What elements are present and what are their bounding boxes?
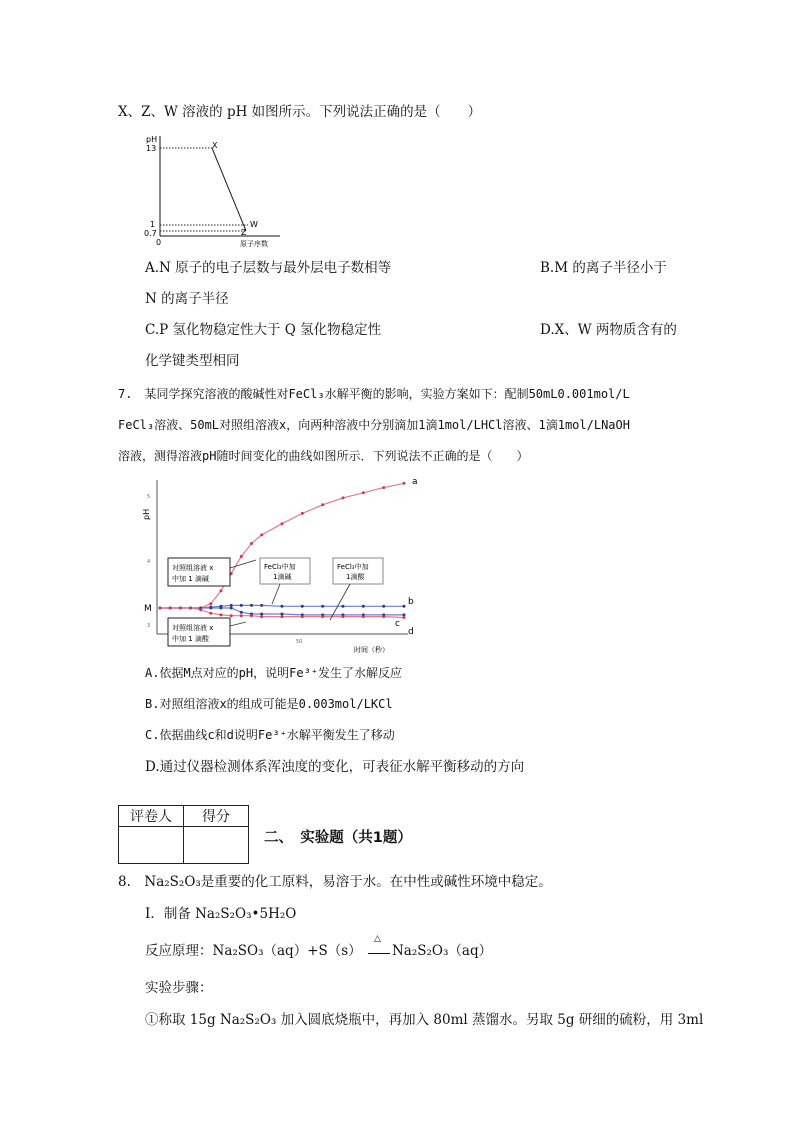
q7-point-b <box>321 605 324 608</box>
q7-point-d <box>199 608 202 611</box>
svg-text:FeCl₃中加: FeCl₃中加 <box>264 563 296 571</box>
q7-point-b <box>281 605 284 608</box>
q7-point-d <box>403 616 406 619</box>
q6-label-x: X <box>212 141 218 150</box>
q7-point-b <box>342 605 345 608</box>
q6-label-z: Z <box>241 228 247 237</box>
q6-stem: X、Z、W 溶液的 pH 如图所示。下列说法正确的是（ ） <box>118 104 482 120</box>
q6-label-w: W <box>250 220 258 229</box>
q7-x-label: 时间（秒） <box>354 646 389 654</box>
q6-tick-1: 1 <box>150 220 156 229</box>
q8-principle-label: 反应原理： <box>145 943 213 959</box>
section-2-heading: 二、 实验题（共1题） <box>264 830 412 846</box>
svg-text:中加 1 滴碱: 中加 1 滴碱 <box>172 575 209 583</box>
q6-option-d[interactable]: D.X、W 两物质含有的 <box>540 322 677 338</box>
q6-tick-13: 13 <box>146 144 157 153</box>
q7-point-a <box>260 533 263 536</box>
q7-point-d <box>220 613 223 616</box>
q6-x-label: 原子序数 <box>240 240 268 248</box>
q6-option-b[interactable]: B.M 的离子半径小于 <box>540 260 667 276</box>
q7-point-d <box>382 615 385 618</box>
q7-y-label: pH <box>142 508 151 520</box>
q7-point-d <box>189 607 192 610</box>
q6-tick-07: 0.7 <box>144 229 157 238</box>
q6-ph-graph <box>140 132 290 250</box>
q7-point-d <box>169 607 172 610</box>
q7-point-d <box>179 607 182 610</box>
q7-point-a <box>220 589 223 592</box>
q7-curve-label-b: b <box>408 597 414 607</box>
q7-curve-label-a: a <box>412 477 418 487</box>
q7-point-b <box>403 605 406 608</box>
q7-point-d <box>159 607 162 610</box>
svg-text:对照组溶液 x: 对照组溶液 x <box>172 564 214 572</box>
svg-text:1滴酸: 1滴酸 <box>346 573 365 581</box>
q7-point-d <box>209 612 212 615</box>
q7-box-x-base <box>168 558 256 586</box>
q6-x-slope <box>212 148 246 231</box>
q7-point-b <box>240 604 243 607</box>
q7-box-fe-base <box>260 558 310 604</box>
grade-col-score: 得分 <box>184 806 249 827</box>
q7-option-a[interactable]: A.依据M点对应的pH，说明Fe³⁺发生了水解反应 <box>145 666 403 680</box>
q6-option-b-cont: N 的离子半径 <box>145 291 229 307</box>
q7-point-a <box>250 542 253 545</box>
q7-point-a <box>240 555 243 558</box>
q7-point-d <box>260 615 263 618</box>
q7-curve-a <box>160 483 404 608</box>
q7-point-d <box>240 614 243 617</box>
q7-y-tick-3: 3 <box>147 623 151 629</box>
q7-point-a <box>209 602 212 605</box>
q7-point-d <box>250 614 253 617</box>
q8-intro: 8. Na₂S₂O₃是重要的化工原料，易溶于水。在中性或碱性环境中稳定。 <box>118 874 552 890</box>
q7-point-c <box>403 613 406 616</box>
q7-stem-line2: FeCl₃溶液、50mL对照组溶液x，向两种溶液中分别滴加1滴1mol/LHCl溶液、1滴1mol/LNaOH <box>118 418 630 432</box>
q7-point-a <box>281 522 284 525</box>
svg-text:中加 1 滴酸: 中加 1 滴酸 <box>172 635 209 643</box>
q7-point-d <box>321 615 324 618</box>
q7-point-b <box>301 605 304 608</box>
grade-cell-score[interactable] <box>184 827 249 864</box>
q7-point-c <box>240 611 243 614</box>
q7-option-b[interactable]: B.对照组溶液x的组成可能是0.003mol/LKCl <box>145 697 393 711</box>
svg-text:对照组溶液 x: 对照组溶液 x <box>172 624 214 632</box>
q7-stem-line1: 7. 某同学探究溶液的酸碱性对FeCl₃水解平衡的影响，实验方案如下：配制50mL0.001mol/L <box>118 387 630 401</box>
q7-y-tick-5: 5 <box>147 494 151 500</box>
grade-col-reviewer: 评卷人 <box>119 806 184 827</box>
q7-curve-label-d: d <box>408 627 414 637</box>
q7-curves <box>159 482 406 619</box>
q7-y-tick-4: 4 <box>147 559 151 565</box>
q7-box-fe-acid <box>330 558 383 620</box>
q7-point-d <box>281 615 284 618</box>
q7-point-b <box>260 604 263 607</box>
q7-m-label: M <box>144 604 152 614</box>
q7-point-c <box>209 607 212 610</box>
q7-option-c[interactable]: C.依据曲线c和d说明Fe³⁺水解平衡发生了移动 <box>145 728 395 742</box>
q8-principle <box>145 934 493 960</box>
q7-point-a <box>362 491 365 494</box>
grade-cell-reviewer[interactable] <box>119 827 184 864</box>
q7-point-b <box>230 604 233 607</box>
q7-point-c <box>220 607 223 610</box>
q7-stem-line3: 溶液，测得溶液pH随时间变化的曲线如图所示．下列说法不正确的是（ ） <box>118 449 529 463</box>
q7-point-d <box>230 614 233 617</box>
q7-box-x-acid <box>168 618 246 646</box>
q7-point-c <box>230 607 233 610</box>
q7-point-b <box>250 604 253 607</box>
q7-point-c <box>260 613 263 616</box>
q7-point-a <box>321 503 324 506</box>
q7-option-d[interactable]: D.通过仪器检测体系浑浊度的变化，可表征水解平衡移动的方向 <box>145 759 525 775</box>
svg-text:1滴碱: 1滴碱 <box>273 573 292 581</box>
q7-point-b <box>382 605 385 608</box>
q7-ph-time-graph <box>140 474 425 654</box>
q7-point-a <box>403 482 406 485</box>
q7-point-d <box>301 615 304 618</box>
q7-x-tick-50: 50 <box>296 639 303 645</box>
q7-point-a <box>301 512 304 515</box>
q6-option-c[interactable]: C.P 氢化物稳定性大于 Q 氢化物稳定性 <box>145 322 382 338</box>
q7-point-a <box>382 486 385 489</box>
grade-table <box>118 805 249 864</box>
q7-point-a <box>342 496 345 499</box>
q6-option-d-cont: 化学键类型相同 <box>145 353 240 369</box>
q8-part1: Ⅰ．制备 Na₂S₂O₃•5H₂O <box>145 906 297 922</box>
q8-principle-right: Na₂S₂O₃（aq） <box>391 943 493 959</box>
q8-principle-left: Na₂SO₃（aq）+S（s） <box>212 943 362 959</box>
q6-option-a[interactable]: A.N 原子的电子层数与最外层电子数相等 <box>145 260 392 276</box>
q7-point-c <box>281 613 284 616</box>
q6-y-label: pH <box>146 135 158 144</box>
q7-point-d <box>342 615 345 618</box>
q8-step1: ①称取 15g Na₂S₂O₃ 加入圆底烧瓶中，再加入 80ml 蒸馏水。另取 5g 研细的硫粉，用 3ml <box>145 1012 704 1028</box>
q7-point-d <box>362 615 365 618</box>
q8-heat-arrow <box>366 934 392 960</box>
q7-point-b <box>362 605 365 608</box>
q7-curve-label-c: c <box>395 619 400 629</box>
q8-heat-symbol: △ <box>373 934 381 944</box>
q6-tick-0: 0 <box>156 238 162 247</box>
q8-steps-label: 实验步骤： <box>145 980 213 996</box>
svg-text:FeCl₃中加: FeCl₃中加 <box>337 563 369 571</box>
